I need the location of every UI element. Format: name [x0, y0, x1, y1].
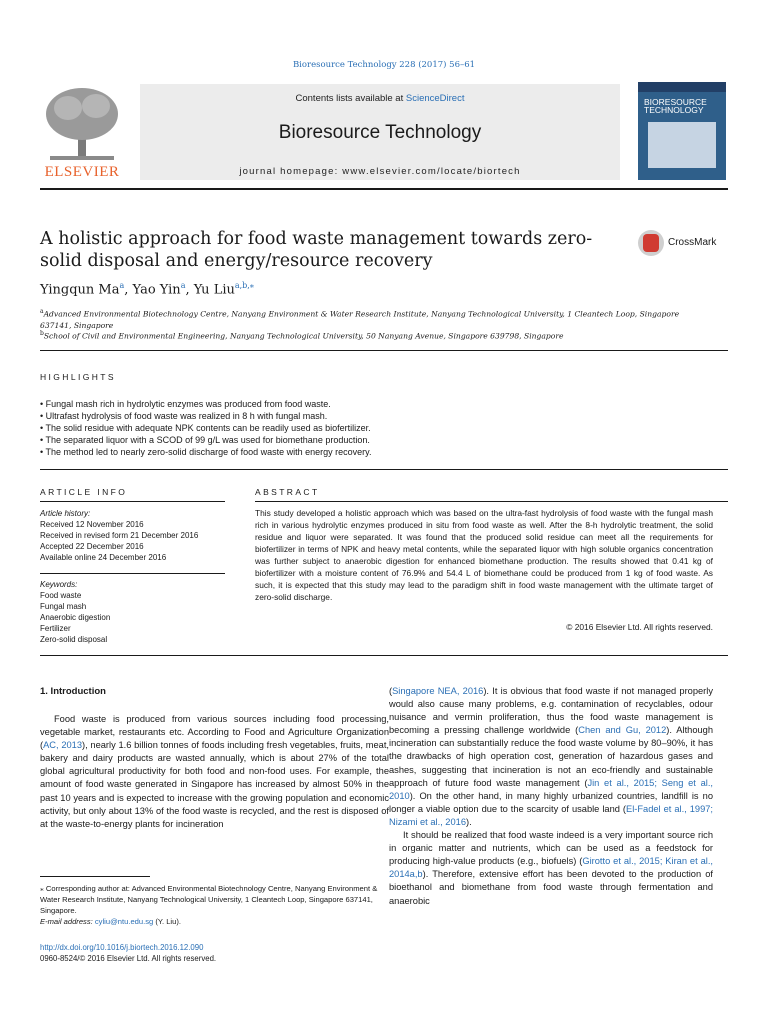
info-divider [40, 501, 225, 502]
contents-prefix: Contents lists available at [295, 93, 406, 104]
cover-artwork [648, 122, 716, 168]
keywords-block [40, 579, 225, 645]
journal-citation[interactable]: Bioresource Technology 228 (2017) 56–61 [292, 60, 476, 70]
highlight-item: • Ultrafast hydrolysis of food waste was realized in 8 h with fungal mash. [40, 410, 728, 422]
sciencedirect-link[interactable]: ScienceDirect [405, 93, 465, 104]
highlight-item: • The method led to nearly zero-solid discharge of food waste with energy recovery. [40, 446, 728, 458]
history-online: Available online 24 December 2016 [40, 553, 167, 562]
citation-link[interactable]: AC, 2013 [43, 740, 83, 751]
keyword: Anaerobic digestion [40, 613, 111, 622]
doi-block [40, 942, 216, 964]
author-affil-mark[interactable]: a [180, 281, 186, 290]
history-revised: Received in revised form 21 December 2016 [40, 531, 199, 540]
journal-masthead [40, 84, 728, 184]
citation-link[interactable]: Girotto et al., 2015; Kiran et al., 2014a,b [389, 856, 713, 880]
author-affil-mark[interactable]: a [119, 281, 125, 290]
cover-title: BIORESOURCE TECHNOLOGY [644, 97, 707, 115]
abstract-copyright: © 2016 Elsevier Ltd. All rights reserved. [566, 622, 713, 632]
section-divider [40, 655, 728, 656]
section-divider [40, 350, 728, 351]
keyword: Zero-solid disposal [40, 635, 108, 644]
footnote-divider [40, 876, 150, 877]
author-affil-mark[interactable]: a,b,⁎ [234, 281, 254, 290]
history-received: Received 12 November 2016 [40, 520, 144, 529]
keyword: Food waste [40, 591, 82, 600]
crossmark-badge[interactable] [638, 230, 728, 260]
article-info-heading: ARTICLE INFO [40, 487, 128, 497]
doi-link[interactable]: http://dx.doi.org/10.1016/j.biortech.2016.12.090 [40, 943, 204, 952]
masthead-divider [40, 188, 728, 190]
footnote-text: ⁎ Corresponding author at: Advanced Environmental Biotechnology Centre, Nanyang Environment & Water Research Institute, Nanyang Technological University, 1 Cleantech Loop, Singapore 637141, Singapore. [40, 884, 378, 915]
keyword: Fungal mash [40, 602, 87, 611]
crossmark-icon [638, 230, 664, 256]
crossmark-label: CrossMark [668, 237, 717, 248]
highlights-list [40, 398, 728, 458]
journal-cover-image [638, 82, 726, 180]
history-accepted: Accepted 22 December 2016 [40, 542, 144, 551]
intro-paragraph: It should be realized that food waste indeed is a very important source rich in organic matter and nutrients, which can be used as a feedstock for producing high-value products (e.g., biofuels) (Girotto et al., 2015; Kiran et al., 2014a,b). Therefore, extensive effort has been devoted to the production of bioethanol and biomethane from food waste through fermentation and anaerobic [389, 830, 713, 906]
info-divider [40, 573, 225, 574]
corresponding-author-footnote: ⁎ Corresponding author at: Advanced Environmental Biotechnology Centre, Nanyang Environment & Water Research Institute, Nanyang Technological University, 1 Cleantech Loop, Singapore 637141, Singapore. E-mail address: cyliu@ntu.edu.sg (Y. Liu). [40, 883, 388, 927]
author-name: Yao Yin [132, 282, 181, 298]
affiliation-b: $^b$School of Civil and Environmental Engineering, Nanyang Technological University, 50 Nanyang Avenue, Singapore 639798, Singapore [40, 330, 564, 341]
affiliation-a: $^a$Advanced Environmental Biotechnology Centre, Nanyang Environment & Water Research Institute, Nanyang Technological University, 1 Cleantech Loop, Singapore 637141, Singapore [40, 308, 680, 330]
intro-paragraph: Food waste is produced from various sources including food processing, vegetable market, restaurants etc. According to Food and Agriculture Organization (AC, 2013), nearly 1.6 billion tonnes of foods including fresh vegetables, fruits, meat, bakery and dairy products are wasted annually, which is about 27% of the total global agricultural productivity for both food and non-food uses. For example, the amount of food waste generated in Singapore has increased by almost 50% in the past 10 years and is expected to increase with the growing population and economic activity, but only about 13% of the food waste is recycled, and the rest is disposed of at the waste-to-energy plants for incineration [40, 714, 389, 829]
elsevier-tree-logo [40, 84, 124, 180]
journal-homepage[interactable]: journal homepage: www.elsevier.com/locate/biortech [239, 166, 521, 177]
highlights-heading: HIGHLIGHTS [40, 372, 116, 382]
highlight-item: • The solid residue with adequate NPK contents can be readily used as biofertilizer. [40, 422, 728, 434]
cover-strip [638, 82, 726, 92]
section-divider [40, 469, 728, 470]
email-link[interactable]: cyliu@ntu.edu.sg [94, 917, 154, 926]
abstract-text: This study developed a holistic approach which was based on the ultra-fast hydrolysis of food waste with the fungal mash rich in various hydrolytic enzymes produced in situ from food waste as well. After the 8-h hydrolytic treatment, the solid residue and liquor were separated. It was found that the produced solid residue can meet all the requirements for biofertilizer in terms of NPK and heavy metal contents, while the separated liquor with high soluble organics concentration was further subject to anaerobic digestion for enhanced biomethane production. The results showed that 0.41 kg of biofertilizer with a moisture content of 76.9% and 54.4 L of biomethane could be produced from 1 kg of food waste. As such, it is expected that this study may lead to the paradigm shift in food waste management with the ultimate target of zero-solid discharge. [255, 508, 713, 602]
author-name: Yu Liu [193, 282, 235, 298]
citation-link[interactable]: El-Fadel et al., 1997; Nizami et al., 2016 [389, 803, 713, 827]
citation-link[interactable]: Jin et al., 2015; Seng et al., 2010 [389, 777, 713, 801]
issn-copyright: 0960-8524/© 2016 Elsevier Ltd. All rights reserved. [40, 954, 217, 963]
intro-right-column [389, 685, 713, 908]
citation-link[interactable]: Singapore NEA, 2016 [392, 686, 484, 696]
abstract-divider [255, 501, 728, 502]
highlight-item: • The separated liquor with a SCOD of 99 g/L was used for biomethane production. [40, 434, 728, 446]
abstract-heading: ABSTRACT [255, 487, 320, 497]
contents-line [140, 93, 620, 104]
history-label: Article history: [40, 509, 91, 518]
article-history [40, 508, 225, 563]
journal-title: Bioresource Technology [278, 122, 482, 143]
highlight-item: • Fungal mash rich in hydrolytic enzymes was produced from food waste. [40, 398, 728, 410]
keyword: Fertilizer [40, 624, 71, 633]
intro-paragraph: (Singapore NEA, 2016). It is obvious that food waste if not managed properly would also cause many problems, e.g. contamination of recyclables, odour nuisance and vermin proliferation, thus the food waste management is becoming a pressing challenge worldwide (Chen and Gu, 2012). Although incineration can substantially reduce the food waste volume by 80–90%, it has the drawbacks of high operation cost, generation of hazardous gases and ashes, suggesting that incineration is not an eco-friendly and sustainable approach of future food waste management (Jin et al., 2015; Seng et al., 2010). On the other hand, in many highly urbanized countries, landfill is no longer a viable option due to the scarcity of usable land (El-Fadel et al., 1997; Nizami et al., 2016). [389, 686, 714, 827]
author-name: Yingqun Ma [40, 282, 120, 298]
citation-link[interactable]: Chen and Gu, 2012 [578, 725, 667, 736]
email-label: E-mail address: [40, 917, 95, 926]
masthead-banner [140, 84, 620, 180]
introduction-heading: 1. Introduction [40, 686, 106, 697]
article-title: A holistic approach for food waste management towards zero-solid disposal and energy/resource recovery [40, 229, 593, 271]
author-list: Yingqun Ma$^a$, Yao Yin$^a$, Yu Liu$^{a,b,⁎}$ [40, 281, 254, 298]
publisher-name: ELSEVIER [44, 164, 120, 180]
keywords-label: Keywords: [40, 580, 78, 589]
intro-left-column [40, 713, 389, 831]
